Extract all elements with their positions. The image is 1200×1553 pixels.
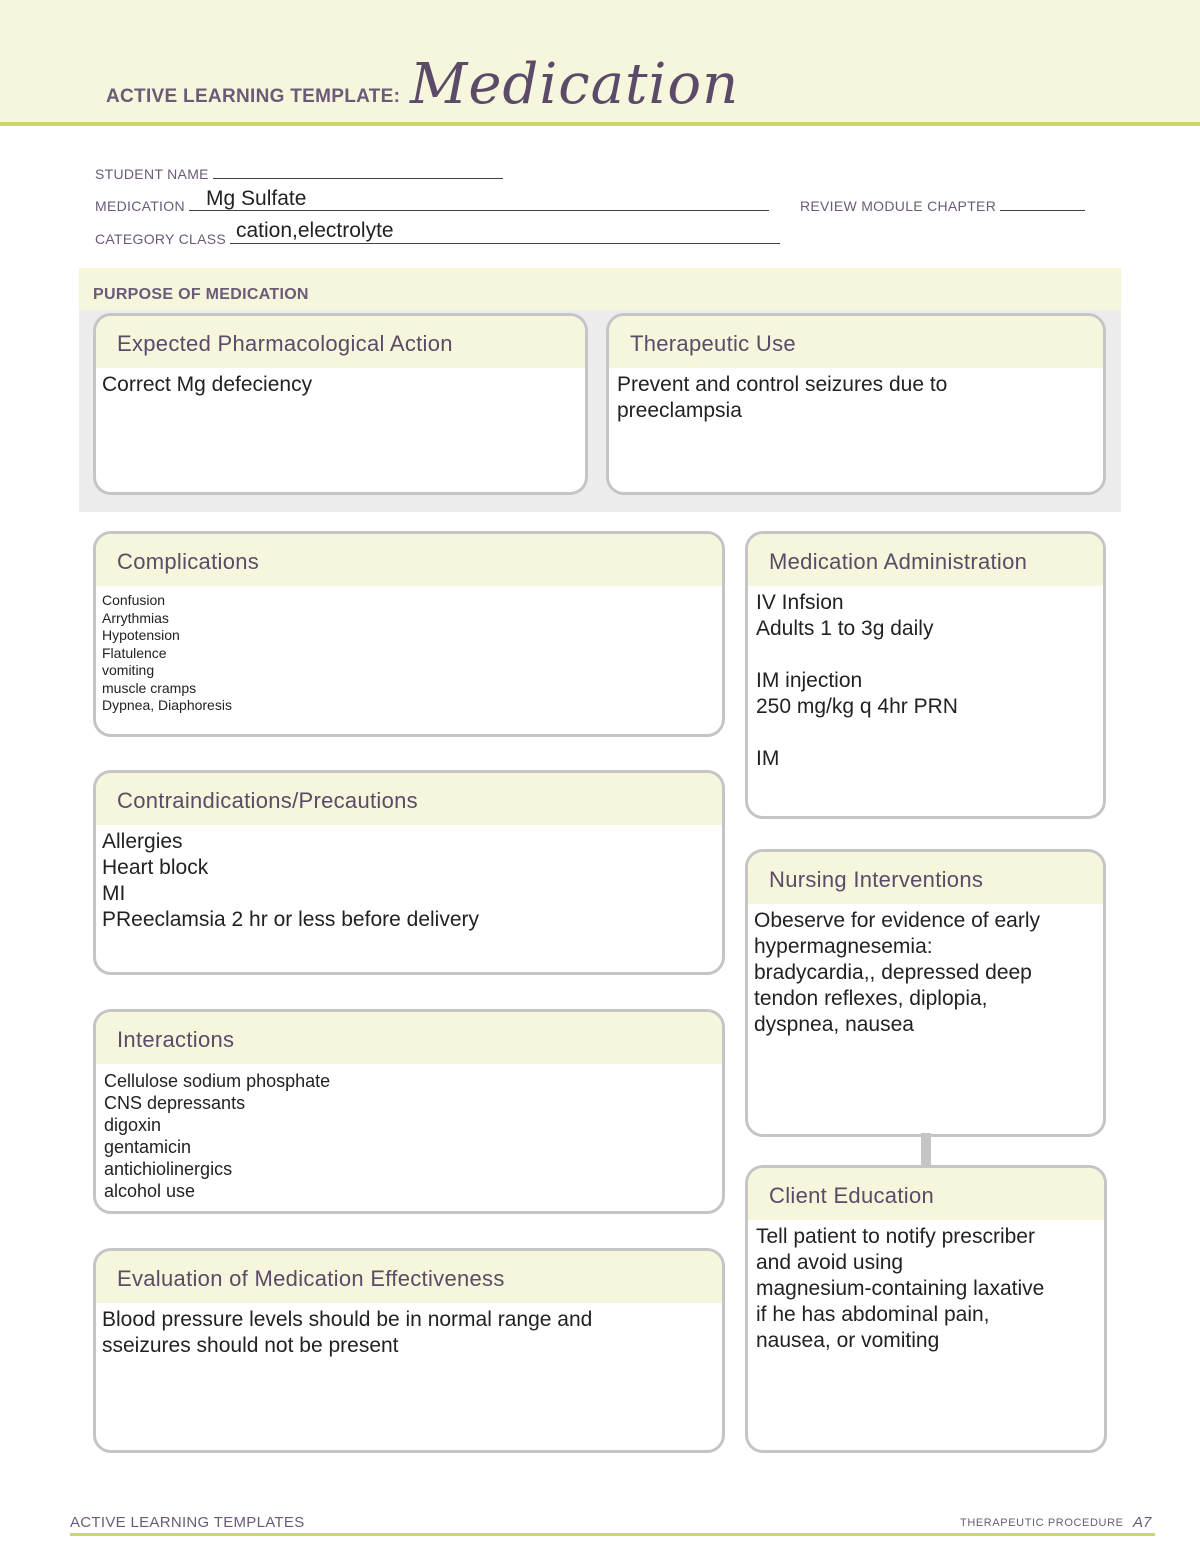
body-line: Blood pressure levels should be in normal range and [102,1308,593,1331]
contraindications-title: Contraindications/Precautions [96,773,722,825]
box-connector [921,1133,931,1167]
body-line: Hypotension [102,627,180,643]
administration-box [745,531,1106,819]
body-line: gentamicin [104,1137,192,1157]
administration-title: Medication Administration [748,534,1103,586]
body-line: if he has abdominal pain, [756,1303,990,1326]
footer-page-number: A7 [1133,1514,1152,1531]
body-line: sseizures should not be present [102,1334,399,1357]
body-line: bradycardia,, depressed deep [754,961,1032,984]
body-line: MI [102,882,126,905]
therapeutic-use-title: Therapeutic Use [609,316,1103,368]
body-line: preeclampsia [617,399,742,422]
body-line: Adults 1 to 3g daily [756,617,934,640]
therapeutic-use-box [606,313,1106,495]
medication-value: Mg Sulfate [206,187,307,210]
body-line: Cellulose sodium phosphate [104,1071,331,1091]
body-line: CNS depressants [104,1093,246,1113]
contraindications-box [93,770,725,975]
nursing-title: Nursing Interventions [748,852,1103,904]
nursing-box [745,849,1106,1137]
complications-box [93,531,725,737]
interactions-body[interactable] [96,1064,722,1202]
review-module-label: REVIEW MODULE CHAPTER [800,198,997,214]
complications-body[interactable] [96,586,722,715]
category-class-field[interactable] [95,231,780,247]
evaluation-box [93,1248,725,1453]
body-line: Heart block [102,856,209,879]
body-line: digoxin [104,1115,162,1135]
expected-action-body[interactable] [96,368,585,398]
education-box [745,1165,1107,1453]
footer-right: THERAPEUTIC PROCEDURE [960,1517,1124,1529]
body-line [756,720,1097,746]
body-line: Prevent and control seizures due to [617,373,948,396]
student-name-line[interactable] [213,166,503,179]
footer-divider [70,1533,1155,1536]
education-title: Client Education [748,1168,1104,1220]
body-line: Confusion [102,592,166,608]
body-line: magnesium-containing laxative [756,1277,1045,1300]
body-line: Obeserve for evidence of early [754,909,1040,932]
body-line: IM injection [756,669,863,692]
body-line: antichiolinergics [104,1159,233,1179]
header-divider [0,122,1200,126]
medication-label: MEDICATION [95,198,185,214]
education-body[interactable] [748,1220,1104,1354]
interactions-title: Interactions [96,1012,722,1064]
body-line: Arrythmias [102,609,169,626]
body-line: vomiting [102,662,155,678]
body-line: Flatulence [102,644,167,661]
body-line [756,642,1097,668]
body-line: IV Infsion [756,591,844,614]
interactions-box [93,1009,725,1214]
review-module-line[interactable] [1000,198,1085,211]
body-line: Tell patient to notify prescriber [756,1225,1035,1248]
body-line: nausea, or vomiting [756,1329,940,1352]
category-class-value: cation,electrolyte [236,219,394,242]
body-line: hypermagnesemia: [754,935,933,958]
body-line: and avoid using [756,1251,904,1274]
body-line: Dypnea, Diaphoresis [102,697,232,713]
nursing-body[interactable] [748,904,1103,1038]
review-module-field[interactable] [800,198,1085,214]
body-line: Correct Mg defeciency [102,373,313,396]
template-label: ACTIVE LEARNING TEMPLATE: [106,86,401,107]
contraindications-body[interactable] [96,825,722,933]
student-name-label: STUDENT NAME [95,166,209,182]
footer-left: ACTIVE LEARNING TEMPLATES [70,1514,305,1531]
purpose-label: PURPOSE OF MEDICATION [93,286,309,303]
body-line: PReeclamsia 2 hr or less before delivery [102,908,479,931]
body-line: tendon reflexes, diplopia, [754,987,988,1010]
evaluation-body[interactable] [96,1303,722,1359]
body-line: Allergies [102,830,183,853]
category-class-label: CATEGORY CLASS [95,231,227,247]
medication-field[interactable] [95,198,769,214]
expected-action-box [93,313,588,495]
body-line: alcohol use [104,1181,196,1201]
evaluation-title: Evaluation of Medication Effectiveness [96,1251,722,1303]
template-title: Medication [410,52,740,117]
body-line: IM [756,747,780,770]
body-line: muscle cramps [102,679,197,696]
body-line: 250 mg/kg q 4hr PRN [756,695,958,718]
student-name-field[interactable] [95,166,503,182]
expected-action-title: Expected Pharmacological Action [96,316,585,368]
therapeutic-use-body[interactable] [609,368,1103,424]
administration-body[interactable] [748,586,1103,772]
body-line: dyspnea, nausea [754,1013,914,1036]
complications-title: Complications [96,534,722,586]
